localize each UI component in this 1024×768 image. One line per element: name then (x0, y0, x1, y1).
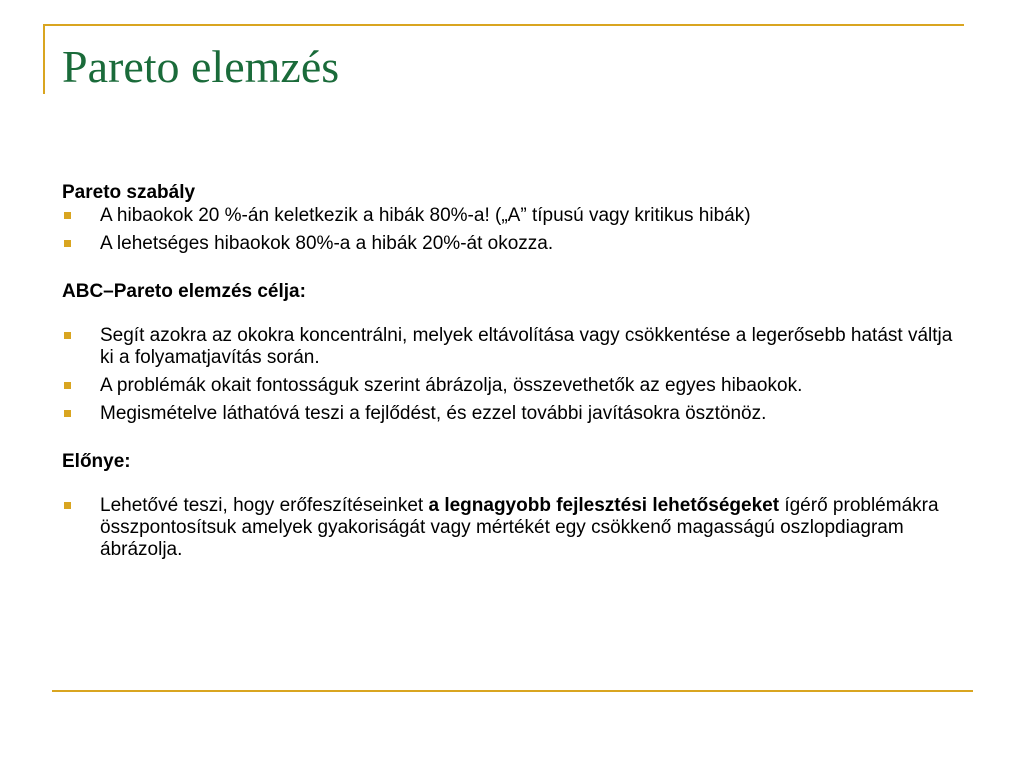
frame-bottom-rule (52, 690, 973, 692)
square-bullet-icon (64, 332, 71, 339)
section-heading-advantage: Előnye: (62, 451, 131, 472)
list-item (62, 325, 962, 369)
list-item (62, 403, 962, 425)
section-heading-pareto-rule: Pareto szabály (62, 182, 196, 203)
frame-left-rule (43, 24, 45, 94)
list-item-text: Segít azokra az okokra koncentrálni, melyek eltávolítása vagy csökkentése a legerősebb hatást váltja ki a folyamatjavítás során. (100, 325, 953, 368)
list-item-text: A hibaokok 20 %-án keletkezik a hibák 80%-a! („A” típusú vagy kritikus hibák) (100, 205, 751, 226)
pareto-rule-list (62, 205, 962, 255)
list-item-text-after: ígérő problémákra összpontosítsuk amelyek gyakoriságát vagy mértékét egy csökkenő magasságú oszlopdiagram ábrázolja. (100, 495, 939, 560)
section-heading-goal: ABC–Pareto elemzés célja: (62, 281, 306, 302)
frame-top-rule (43, 24, 964, 26)
square-bullet-icon (64, 502, 71, 509)
list-item (62, 495, 962, 561)
square-bullet-icon (64, 410, 71, 417)
list-item (62, 375, 962, 397)
list-item-text-bold: a legnagyobb fejlesztési lehetőségeket (428, 495, 780, 516)
square-bullet-icon (64, 382, 71, 389)
slide-content (62, 181, 962, 567)
advantage-list (62, 495, 962, 561)
list-item-text: A problémák okait fontosságuk szerint ábrázolja, összevethetők az egyes hibaokok. (100, 375, 803, 396)
list-item (62, 233, 962, 255)
list-item-text: A lehetséges hibaokok 80%-a a hibák 20%-át okozza. (100, 233, 554, 254)
square-bullet-icon (64, 212, 71, 219)
goal-list (62, 325, 962, 425)
list-item-text-before: Lehetővé teszi, hogy erőfeszítéseinket (100, 495, 429, 516)
square-bullet-icon (64, 240, 71, 247)
list-item-text: Megismételve láthatóvá teszi a fejlődést, és ezzel további javításokra ösztönöz. (100, 403, 767, 424)
slide-title: Pareto elemzés (62, 41, 340, 92)
list-item (62, 205, 962, 227)
